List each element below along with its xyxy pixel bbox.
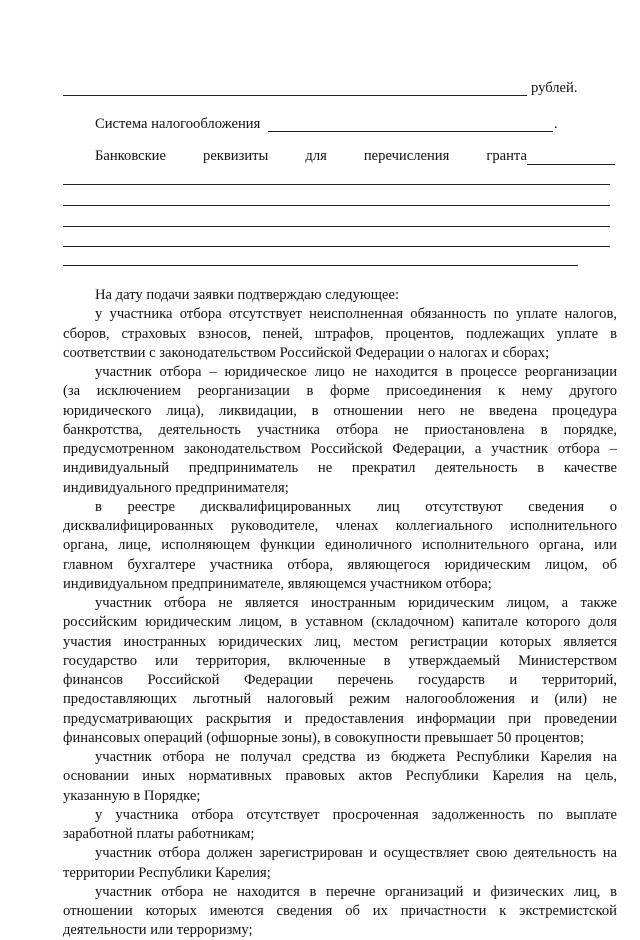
body-line: в реестре дисквалифицированных лиц отсутствуют сведения о	[95, 498, 617, 515]
rubles-label: рублей.	[531, 80, 578, 96]
body-line: у участника отбора отсутствует неисполненная обязанность по уплате налогов,	[95, 306, 617, 323]
bank-word-5: гранта	[486, 148, 527, 164]
tax-system-blank-line[interactable]	[268, 131, 553, 132]
body-line: соответствии с законодательством Российской Федерации о налогах и сборах;	[63, 344, 550, 361]
body-line: главном бухгалтере участника отбора, являющегося юридическим лицом, об	[63, 556, 617, 573]
body-line: предоставляющих льготный налоговый режим налогообложения и (или) не	[63, 691, 617, 708]
tax-system-period: .	[554, 116, 558, 132]
bank-details-blank-line-5[interactable]	[63, 265, 578, 266]
body-line: юридического лица), ликвидации, в отношении него не введена процедура	[63, 402, 617, 419]
body-line: указанную в Порядке;	[63, 787, 201, 804]
bank-details-label	[95, 148, 527, 165]
bank-details-blank-line-0[interactable]	[527, 164, 615, 165]
bank-details-blank-line-2[interactable]	[63, 205, 610, 206]
body-line: участник отбора не является иностранным юридическим лицом, а также	[95, 595, 617, 611]
body-line: органа, лице, исполняющем функции единоличного исполнительного органа, или	[63, 537, 617, 554]
amount-blank-line[interactable]	[63, 95, 527, 96]
body-line: территории Республики Карелия;	[63, 864, 271, 881]
body-line: российским юридическим лицом, в уставном (складочном) капитале которого доля	[63, 614, 617, 631]
body-line: заработной платы работникам;	[63, 826, 255, 842]
body-line: участник отбора не находится в перечне организаций и физических лиц, в	[95, 883, 617, 900]
body-line: индивидуальном предпринимателе, являющемся участником отбора;	[63, 575, 492, 592]
bank-word-2: реквизиты	[203, 148, 269, 164]
bank-details-blank-line-3[interactable]	[63, 226, 610, 227]
body-line: индивидуальный предприниматель не прекратил деятельность в качестве	[63, 460, 617, 477]
bank-details-blank-line-1[interactable]	[63, 184, 610, 185]
bank-word-4: перечисления	[363, 148, 450, 164]
tax-system-label: Система налогообложения	[95, 116, 261, 132]
body-line: финансов Российской Федерации перечень государств и территорий,	[63, 672, 617, 688]
body-line: банкротства, деятельность участника отбора не приостановлена в порядке,	[63, 421, 617, 438]
bank-word-1: Банковские	[95, 148, 166, 164]
body-line: предусмотренном законодательством Российской Федерации, а участник отбора –	[63, 441, 617, 457]
body-line: отношении которых имеются сведения об их причастности к экстремистской	[63, 903, 617, 919]
body-line: участник отбора – юридическое лицо не находится в процессе реорганизации	[95, 364, 617, 380]
bank-word-3: для	[305, 148, 327, 164]
body-line: участник отбора должен зарегистрирован и осуществляет свою деятельность на	[95, 845, 617, 862]
body-line: участия иностранных юридических лиц, местом регистрации которых является	[63, 633, 617, 650]
body-line: деятельности или терроризму;	[63, 922, 253, 939]
body-line: предусматривающих раскрытия и предоставления информации при проведении	[63, 710, 617, 727]
body-line: На дату подачи заявки подтверждаю следующее:	[95, 287, 400, 303]
body-line: участник отбора не получал средства из бюджета Республики Карелия на	[95, 749, 617, 765]
body-line: основании иных нормативных правовых актов Республики Карелия на цель,	[63, 768, 617, 785]
body-line: дисквалифицированных руководителе, членах коллегиального исполнительного	[63, 518, 617, 534]
body-line: государство или территория, включенные в утверждаемый Министерством	[63, 652, 617, 669]
body-line: сборов, страховых взносов, пеней, штрафов, процентов, подлежащих уплате в	[63, 325, 617, 342]
body-line: индивидуального предпринимателя;	[63, 479, 289, 496]
bank-details-blank-line-4[interactable]	[63, 246, 610, 247]
body-line: у участника отбора отсутствует просроченная задолженность по выплате	[95, 806, 617, 823]
body-line: финансовых операций (офшорные зоны), в совокупности превышает 50 процентов;	[63, 729, 584, 746]
body-line: (за исключением реорганизации в форме присоединения к нему другого	[63, 383, 617, 400]
